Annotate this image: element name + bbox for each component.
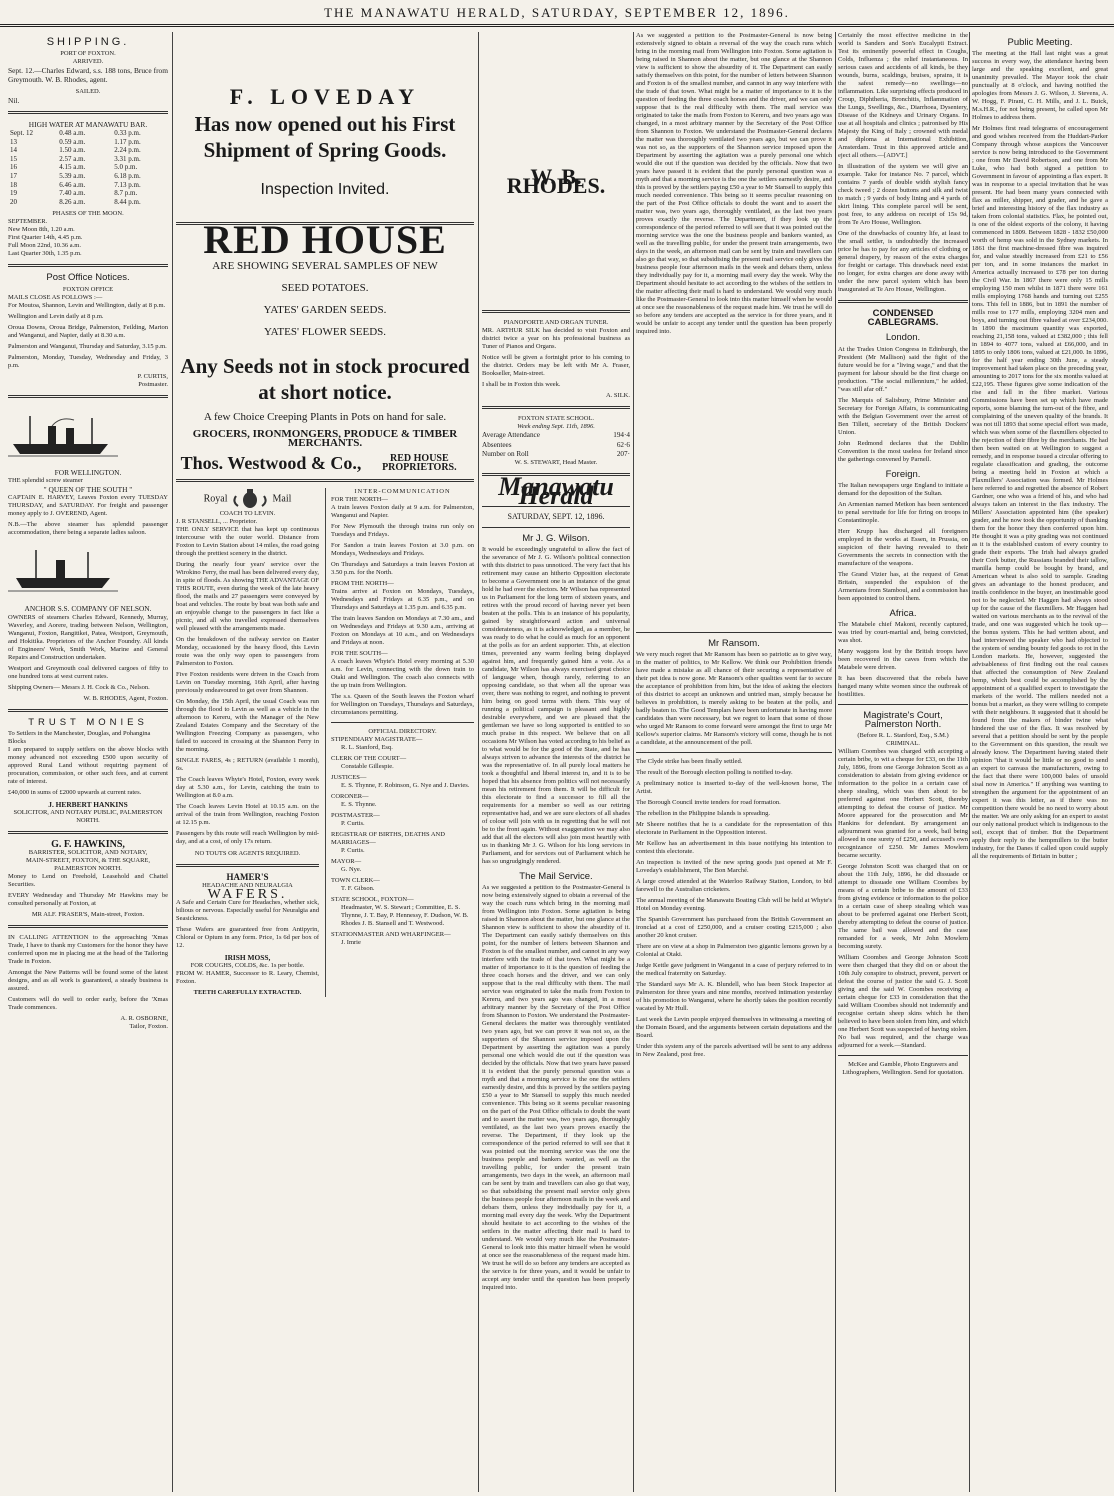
high-water-cell: 7.13 p.m. — [114, 180, 141, 189]
north-3: For Sandon a train leaves Foxton at 3.0 p.m. on Mondays, Wednesdays and Fridays. — [331, 541, 474, 557]
high-water-cell: 20 — [10, 197, 17, 206]
inter-communication — [325, 488, 474, 998]
directory-value: G. Nye. — [341, 865, 362, 873]
school-row: Average Attendance 194·4 — [482, 431, 630, 440]
mail-paragraphs — [176, 526, 319, 846]
divider — [8, 709, 168, 712]
divider — [482, 310, 630, 313]
post-office-sub: FOXTON OFFICE — [62, 285, 114, 293]
high-water-row — [8, 181, 168, 190]
school-week: Week ending Sept. 11th, 1896. — [517, 423, 595, 431]
high-water-title: HIGH WATER AT MANAWATU BAR. — [28, 119, 148, 129]
high-water-cell: 14 — [10, 146, 17, 155]
red-house-proprietors: RED HOUSE PROPRIETORS. — [382, 453, 457, 474]
loveday-line-3: Inspection Invited. — [260, 181, 390, 199]
osborne-text: IN CALLING ATTENTION to the approaching 'Xmas Trade, I have to thank my Customers for the honor they have conferred upon me in placing me at the head of the Tailoring Trade in Foxton. — [8, 934, 168, 966]
high-water-cell: 0.33 p.m. — [114, 129, 141, 138]
mail-paragraph: On Monday, the 15th April, the usual Coach was run through the flood to Levin as well as a vehicle in the afternoon to Kereru, with the Manager of the New Zealand Estates Company and the Secretary of the Wellington Freezing Company as passengers, who failed to succeed in crossing at the Shannon Ferry in the morning. — [176, 697, 319, 753]
steamer-name: " QUEEN OF THE SOUTH " — [43, 484, 133, 494]
london-head: London. — [885, 332, 921, 344]
hamer-sub: HEADACHE AND NEURALGIA — [202, 881, 293, 889]
hawkins-address: MAIN-STREET, FOXTON, & THE SQUARE, PALMERSTON NORTH. — [25, 857, 151, 873]
engravers-note: McKee and Gamble, Photo Engravers and Lithographers, Wellington. Send for quotation. — [842, 1061, 964, 1077]
moon-phase-line: Full Moon 22nd, 10.36 a.m. — [8, 242, 81, 250]
mail-paragraph: During the nearly four years' service over the Wirokino Ferry, the mail has been delivered every day, in spite of floods. As showing THE ADVANTAGE OF THIS ROUTE, even during the week of the late heavy flood, the mails and 27 passengers were conveyed by boat and vehicles. The route by boat was both safe and an enjoyable change to the passengers in fact like a picnic, and all who travelled expressed themselves well pleased with the arrangements made. — [176, 560, 319, 632]
column-1 — [8, 32, 168, 1492]
silk-text-2: Notice will be given a fortnight prior to his coming to the district. Orders may be left with Mr A. Fraser, Bookseller, Main-street. — [482, 354, 630, 378]
divider — [8, 395, 168, 398]
mail-paragraph: On the breakdown of the railway service on Easter Monday, occasioned by the heavy flood, this Levin route was the only way open to passengers from Palmerston to Foxton. — [176, 635, 319, 667]
london-2: The Marquis of Salisbury, Prime Minister and Secretary for Foreign Affairs, is communicating with the Belgian Government over the arrest of Ben Tillett, secretary of the British Dockers' Union. — [838, 396, 968, 436]
anchor-agent: W. B. RHODES, Agent, Foxton. — [83, 694, 168, 702]
mail-time-line: For Moutoa, Shannon, Levin and Wellington, daily at 8 p.m. — [8, 301, 166, 309]
directory-value: J. Imrie — [341, 938, 361, 946]
seeds-line-1: Any Seeds not in stock procured — [180, 353, 470, 378]
mail-time-line: Wellington and Levin daily at 8 p.m. — [8, 312, 104, 320]
moon-phase-line: First Quarter 14th, 4.45 p.m. — [8, 234, 83, 242]
anchor-text: OWNERS of steamers Charles Edward, Kennedy, Murray, Waverley, and Aorere, trading between Nelson, Wellington, Wanganui, Foxton, Rangitikei, Patea, Westport, Greymouth, and Hokitika. Proprietors of the Anchor Foundry. All kinds of Engineers' Work, Smith Work, Marine and General Repairs and Construction undertaken. — [8, 613, 168, 661]
high-water-row — [8, 163, 168, 172]
mail-time-line: Palmerston and Wanganui, Thursday and Saturday, 3.15 p.m. — [8, 342, 167, 350]
directory-heading: STATE SCHOOL, FOXTON— — [331, 895, 414, 903]
news-brief: There are on view at a shop in Palmerston two gigantic lemons grown by a Colonial at Otaki. — [636, 943, 832, 959]
high-water-cell: 5.39 a.m. — [59, 171, 86, 180]
coach-to-levin: COACH TO LEVIN. — [219, 509, 276, 517]
high-water-cell: 1.50 a.m. — [59, 146, 86, 155]
trade-line: GROCERS, IRONMONGERS, PRODUCE & TIMBER MERCHANTS. — [192, 427, 458, 450]
high-water-cell: 18 — [10, 180, 17, 189]
hamer-text: A Safe and Certain Cure for Headaches, whether sick, bilious or nervous. Especially useful for Neuralgia and Seasickness. — [176, 899, 319, 923]
royal-crest-icon — [230, 488, 270, 510]
news-brief: The result of the Borough election polling is notified to-day. — [636, 769, 793, 777]
mail-proprietor: J. R STANSELL, ... Proprietor. — [176, 517, 258, 525]
news-brief: The rebellion in the Philippine Islands is spreading. — [636, 810, 770, 818]
meeting-text-2: Mr Holmes first read telegrams of encouragement and good wishes received from the Huddart-Parker Company through whose auspices the Vancouver service is now being introduced to the Government ; one from Mr David Robertson, and one from Mr Luke, who had both signed a petition to Government in favour of appointing a flax expert. It was in response to a special invitation that he was present. He had been many years connected with flax as miller, shipper, and grader, and he gave a brief and interesting history of the flax industry as taken from colonial statistics. Flax, he pointed out, is one of the oldest exports of the colony, it having commenced in 1809. Between 1828 - 1832 £50,000 worth of hemp was sold in the Sydney markets. In 1861 the first machine-dressed fibre was inquired for, and value steadily increased from £21 to £56 per ton, and in some instances the market in America actually increased to £78 per ton during the Civil War. In 1867 there were only 15 mills employing 150 men whilst in 1871 there were 161 mills employing 1768 hands and turning out £255 tons. This fell in 1886, but in 1891 the number of mills rose to 177 mills, employing 3204 men and boys, and turning out fibre valued at over £234,000. In 1890 the maximum quantity was exported, reaching 21,158 tons, valued at £382,000 ; this fell in 1894 to 4077 tons, valued at £66,000, and in 1895 to only 1806 tons, valued at £21,000. In 1896, for the half year ending 30th June, a steady improvement had taken place on the preceding year, amounting to 2017 tons for the six months valued at £22,195. These figures give some indication of the rise and fall in the fibre market. Various Commissions have been set up which have made reports, some blaming the turn-out of the fibre, and complaining of the uneven quality of the brands. It was not till 1893 that some special effort was made, which was when some of the flaxmillers objected to the rejection of their fibre by the merchants. He had then been waited on at Wellington to suggest a remedy, and in response issued a circular offering to regulate classification and grading, the outcome being a meeting held in Foxton at which a Flaxmillers' Association was formed. Mr Holmes here referred to and regretted the absence of Robert Gardner, one who was a friend of his, and who had always taken an interest in the flax industry. The Millers' Association appointed him (the speaker) grader, and he now took the opportunity of thanking them for the honor they then conferred upon him. He thought it was a pity grading was not continued as it is the established custom of every country to grade their exports. The Irish had always graded their Cork butter, the Russians branded their tallow, manilla hemp could be bought by brand, and American wheat is also sold to sample. Grading gives an advantage to the honest producer, and instils confidence in the buyer, an inestimable good not to be neglected. Mr Haggen had always stood up for the cause of the flaxmillers. Mr Haggen had waited on various merchants as to the revival of the trade, and one was suggested which he took up—the bonus system. This he had written about, and had interviewed the speaker who had objected to the system of sending bounty fed goods to rot in the London markets. He, however, suggested the advisableness of first finding out the real causes that affected the consumption of New Zealand hemp, which best could be accomplished by the appointment of a qualified expert to investigate the markets of the world. The millers needed not a bonus but a market, as they were willing to compete with their neighbours. It suggested that it should be found from the makers of binder twine what hindered the use of the flax. It was resolved by several that a petition should be sent by the people to the Government on this question, the result we already know. The Department having stated their opinion "that it would be little or no good to send an expert to canvass the manufacturers, owing to the fact that there were 100,000 bales of unsold sisal now in America." If anything was wanting to strengthen the argument for the appointment of an expert it was this letter, as if there was no competition there would be no need to worry about the matter. We are only asking for an expert to assist our only national product which is indigenous to the soil, except that of timber. But the Department apply their reply to the hempmillers to the butter industry, for the Danes if called upon could supply all the requirements of Britain in butter ; — [972, 125, 1108, 861]
osborne-text-3: Customers will do well to order early, before the 'Xmas Trade commences. — [8, 996, 168, 1012]
divider — [482, 406, 630, 409]
moon-phase-line: Last Quarter 30th, 1.35 p.m. — [8, 250, 82, 258]
hawkins-text-2: EVERY Wednesday and Thursday Mr Hawkins may be consulted personally at Foxton, at — [8, 892, 168, 908]
column-rule — [633, 32, 634, 1492]
high-water-table — [8, 129, 168, 206]
news-brief: A large crowd attended at the Waterloo Railway Station, London, to bid farewell to the Australian cricketers. — [636, 878, 832, 894]
high-water-cell: 0.59 a.m. — [59, 137, 86, 146]
wilson-title: Mr J. G. Wilson. — [522, 532, 590, 544]
red-house-lines — [176, 255, 474, 343]
divider — [8, 264, 168, 267]
mail-service-title: The Mail Service. — [519, 870, 593, 882]
column-rule — [969, 32, 970, 1492]
arrived-label: ARRIVED. — [72, 58, 104, 66]
postmaster-name: P. CURTIS, — [137, 372, 168, 380]
africa-head: Africa. — [889, 607, 917, 619]
foreign-4: The Grand Vizier has, at the request of Great Britain, suspended the expulsion of the Armenians from Stamboul, and a commission has been appointed to control them. — [838, 570, 968, 602]
high-water-cell: 2.24 p.m. — [114, 146, 141, 155]
directory-value: Constable Gillespie. — [341, 762, 394, 770]
high-water-cell: 19 — [10, 189, 17, 198]
irish-moss: IRISH MOSS, — [224, 953, 271, 963]
mail-time-line: Palmerston, Monday, Tuesday, Wednesday and Friday, 3 p.m. — [8, 353, 168, 369]
high-water-row — [8, 138, 168, 147]
trust-sub: To Settlers in the Manchester, Douglas, and Pohangina Blocks — [8, 729, 151, 745]
meeting-text: The meeting at the Hall last night was a great success in every way, the attendance having been large and the speaking excellent, and great unanimity prevailed. The Mayor took the chair punctually at 8 o'clock, and having notified the apologies from Messrs J. G. Wilson, J. Stevens, A. W. Hogg, F. Pirani, C. H. Mills, and J. L. Buick, M.s.H.R., for not being present, he called upon Mr Holmes to address them. — [972, 50, 1108, 122]
high-water-cell: 13 — [10, 137, 17, 146]
no-touts: NO TOUTS OR AGENTS REQUIRED. — [194, 849, 301, 857]
hawkins-role: BARRISTER, SOLICITOR, AND NOTARY, — [28, 849, 148, 857]
loveday-line-1: Has now opened out his First — [194, 112, 456, 137]
africa-2: Many waggons lost by the British troops have been recovered in the caves from which the Matabele were driven. — [838, 648, 968, 672]
post-office-title: Post Office Notices. — [46, 272, 130, 284]
directory-value: P. Curtis. — [341, 819, 365, 827]
anchor-owners: Shipping Owners— Messrs J. H. Cock & Co., Nelson. — [8, 683, 150, 691]
divider — [176, 479, 474, 482]
trust-text-2: £40,000 in sums of £2000 upwards at current rates. — [8, 788, 142, 796]
column-5 — [838, 32, 968, 1492]
wilson-text: It would be exceedingly ungrateful to allow the fact of the severance of Mr J. G. Wilson's political connection with this district to pass unnoticed. The very fact that his retirement may cause an hitherto Opposition electorate to become a Government one is an instance of the great hold he had over the electors. Mr Wilson has represented us in Parliament for the long term of sixteen years, and retires with the proud record of having never yet been beaten at the polls. This is an instance of his popularity, gained by straightforward action and universal considerateness, as it is acknowledged, as a member, he was ready to do what he could as much for an opponent at the polls as for an ardent supporter. This, at election times, prevented any warm feeling being displayed against him, and frequently gained him a vote. As a candidate, Mr Wilson has always exercised great choice of language when, though rarely, referring to an opposing candidate, so that when all the uproar was over, there was nothing to regret, and nothing to prevent him being on good terms with them. This way of running a political campaign is pleasant and highly desirable everywhere, and we are pleased that the gentleman we have so long supported is entitled to so much praise in this respect. We believe that on all occasions Mr Wilson has voted according to his belief as to what would be for the good of the State, and he has always striven to advance the interests of the district he was the representative of. In all purely local matters he took a thoughtful and liberal interest in, and it is to be hoped that his absence from politics will not necessarily mean his retirement from them. It will be difficult for this electorate to find a successor to fill all the requirements for a member so well as our retiring representative had, and we are sure electors of all shades of colour will join with us in regretting that he will not be to the front again. Without exaggeration we may also add that all the electors will also join most heartily with us in thanking Mr J. G. Wilson for his long services in Parliament, and for services out of Parliament which he has so ungrudgingly rendered. — [482, 545, 630, 865]
court-before: (Before R. L. Stanford, Esq., S.M.) — [857, 732, 949, 740]
hawkins-text: Money to Lend on Freehold, Leasehold and Chattel Securities. — [8, 873, 168, 889]
parcel-text: In illustration of the system we will give an example. Take for instance No. 7 parcel, which contains 7 yards of double width stylish fancy check tweed ; 2 dozen buttons and silk and twist to match ; 9 yards of body lining and 4 yards of skirt lining. This complete parcel will be sent, post free, to any address on receipt of 15s 9d, from Te Aro House, Wellington. — [838, 163, 968, 226]
anchor-title: ANCHOR S.S. COMPANY OF NELSON. — [24, 604, 152, 614]
high-water-cell: 4.15 a.m. — [59, 163, 86, 172]
silk-title: PIANOFORTE AND ORGAN TUNER. — [503, 319, 609, 327]
divider — [838, 1055, 968, 1056]
cables-title: CONDENSED CABLEGRAMS. — [867, 308, 939, 329]
irish-moss-text: FOR COUGHS, COLDS, &c. 1s per bottle. — [190, 962, 305, 970]
high-water-cell: 0.48 a.m. — [59, 129, 86, 138]
directory-heading: JUSTICES— — [331, 773, 367, 781]
drapery-text: One of the drawbacks of country life, at least to the small settler, is undoubtedly the increased price he has to pay for any articles of clothing or general drapery, by reason of the extra charges for freight or cartage. This drawback need exist no longer, for extra charges are done away with under the new parcel system which has been inaugurated at Te Aro House, Wellington. — [838, 230, 968, 293]
moon-phases — [8, 218, 168, 258]
court-text: William Coombes was charged with accepting a certain bribe, to wit a cheque for £33, on the 11th July, 1896, from one George Johnston Scott as a consideration to abstain from giving evidence or information to the police in a certain case of sheep stealing, which was then about to be preferred against one Herbert Scott, thereby attempting to defeat the course of justice. Mr Moore appeared for the prosecution and Mr Hankins for defendant. By arrangement an adjournment was granted for a week, bail being allowed in one surety of £250, and accused's own recognizance of £250. Mr James Mowlem became security. — [838, 748, 968, 860]
hawkins-name: G. F. HAWKINS, — [51, 838, 125, 850]
eucalypti-text: Certainly the most effective medicine in the world is Sanders and Son's Eucalypti Extract. Test its eminently powerful effect in Coughs, Colds, Influenza ; the relief instantaneous. In serious cases and accidents of all kinds, be they wounds, burns, scaldings, bruises, sprains, it is the safest remedy—no swellings—no inflammation. Like surprising effects produced in Croup, Diphtheria, Bronchitis, Inflammation of the Lungs, Swellings, &c., Diarrhoea, Dysentery, Disease of the Kidneys and Urinary Organs. In use at all hospitals and clinics ; patronised by His Majesty the King of Italy ; crowned with medal and diploma at International Exhibition, Amsterdam. Trust in this approved article and eject all others.—[ADVT.] — [838, 32, 968, 159]
foreign-head: Foreign. — [885, 468, 921, 480]
mail-paragraph: Passengers by this route will reach Wellington by mid-day, and at a cost, of only 17s return. — [176, 829, 319, 845]
hawkins-text-3: MR ALF. FRASER'S, Main-street, Foxton. — [31, 911, 145, 919]
directory-heading: POSTMASTER— — [331, 811, 380, 819]
high-water-cell: 8.7 p.m. — [114, 189, 138, 198]
news-brief: A preliminary notice is inserted to-day of the well-known horse, The Artist. — [636, 780, 832, 796]
foreign-1: The Italian newspapers urge England to initiate a demand for the deposition of the Sultan. — [838, 481, 968, 497]
directory-heading: TOWN CLERK— — [331, 876, 380, 884]
shipping-title: SHIPPING. — [46, 36, 130, 48]
mail-paragraph: The Coach leaves Levin Hotel at 10.15 a.m. on the arrival of the train from Wellington, reaching Foxton at 12.15 p.m. — [176, 802, 319, 826]
postmaster-title: Postmaster. — [138, 380, 168, 388]
steamship-icon — [8, 548, 118, 594]
mail-label: Mail — [272, 492, 292, 504]
news-brief: Judge Kettle gave judgment in Wanganui in a case of perjury referred to in the medical fraternity on Saturday. — [636, 962, 832, 978]
high-water-cell: 17 — [10, 171, 17, 180]
from-north-2: The train leaves Sandon on Mondays at 7.30 am., and on Wednesdays and Fridays at 9.30 a.m., arriving at Foxton on Mondays at 10 a.m., and on Wednesdays and Fridays at noon. — [331, 614, 474, 646]
wafers-title: WAFERS. — [207, 886, 288, 902]
herald-date: SATURDAY, SEPT. 12, 1896. — [507, 512, 605, 522]
directory-heading: MAYOR— — [331, 857, 362, 865]
trust-text: I am prepared to supply settlers on the above blocks with money advanced not exceeding £500 upon security of approved Rural Land without requiring payment of procuration, commission, or other such fees, and at current rate of interest. — [8, 745, 168, 785]
news-briefs — [636, 758, 832, 1059]
inter-title: INTER-COMMUNICATION — [354, 487, 451, 495]
mail-service-text: As we suggested a petition to the Postmaster-General is now being extensively signed to obtain a reversal of the way the coach runs which bring in the morning mail from Wellington into Foxton. Some agitation is being raised in Shannon about the matter, but one glance at the Shannon view is sufficient to show the absurdity of it. The Department can easily satisfy themselves on this point, for the number of letters between Shannon and Foxton is of the smallest number, and cannot in any way interfere with the trade of that town. What might be a matter of importance to it is the question of feeding the three coach horses and the driver, and we can only suppose that is the real difficulty with them. The mail service was originated to take the mails from Foxton to Kereru, and two years ago was changed, in a most arbitrary manner by the Secretary of the Post Office from Shannon to Foxton. We understand the Postmaster-General declares the matter was thoroughly ventilated two years ago, but we can prove it was not so, as the supporters of the Shannon service imposed upon the Department by asserting the agitation was a purely personal one which would die out if the question was decided by the officials. Now that two years have passed it is evident that the purely personal question was a myth and that a morning service is the one the settlers earnestly desire, and this is proved by the settlers paying £50 a year to Mr Stansell to supply this much needed convenience. This being so it seems peculiar reasoning on the part of the Post Office officials to doubt the want and to assert the matter was, two years ago, thoroughly ventilated, as the last two years proves exactly the reverse. The Department, if they look up the correspondence of the period referred to will see that it was pointed out the morning service was the one the business people and bankers wanted, as well as the travelling public, for under the present train arrangements, two days in the week, an afternoon mail can be sent by train and travellers can also go that way, so that subsidising the present mail service only gives the business people four afternoon mails in the week and debars them, unless they individually pay for it, a morning mail every day the week. Why the Department should hesitate to act according to the wishes of the settlers in the matter affecting their mail is hard to understand. We would very much like the Postmaster-General to look into this matter himself when he would at once see the reasonableness of the request made him. We trust he will do so before any tenders are accepted as the service is for three years, and it would be unfair to accept any tender until the question has been properly inquired into. — [482, 884, 630, 1292]
column-rule — [835, 32, 836, 1492]
high-water-cell: 6.46 a.m. — [59, 180, 86, 189]
trust-monies-title: TRUST MONIES — [28, 716, 148, 728]
high-water-cell: 16 — [10, 163, 17, 172]
news-brief: The Spanish Government has purchased from the British Government an ironclad at a cost of £250,000, and a cruiser costing £215,000 ; also another 20 knot cruiser. — [636, 916, 832, 940]
high-water-cell: 6.18 p.m. — [114, 171, 141, 180]
high-water-cell: 7.40 a.m. — [59, 189, 86, 198]
osborne-name: A. R. OSBORNE, — [120, 1015, 168, 1023]
ransom-text: We very much regret that Mr Ransom has been so patriotic as to give way, in the matter of politics, to Mr Kellow. We think our Prohibition friends have made a mistake as all chance of their securing a representative of their pet idea is now gone. Mr Ransom's other qualities went far to secure the acceptance of prohibition from him, but the idea of asking the electors of this district to accept an unknown and untried man, simply because he believes in prohibition, is merely asking to be beaten at the polls, and badly beaten to. The Good Templars have been unfortunate in having more candidates than were necessary, but we regret to learn that some of those who urged Mr Ransom to come forward were amongst the first to urge Mr Kellow's superior claims. Mr Ransom's victory will come, though he is not a candidate, at the announcement of the poll. — [636, 651, 832, 747]
osborne-role: Tailor, Foxton. — [129, 1023, 168, 1031]
divider — [8, 831, 168, 834]
news-brief: The annual meeting of the Manawatu Boating Club will be held at Whyte's Hotel on Monday evening. — [636, 897, 832, 913]
directory-value: R. L. Stanford, Esq. — [341, 743, 393, 751]
royal-mail-ad — [176, 488, 319, 998]
high-water-cell: 5.0 p.m. — [114, 163, 138, 172]
divider — [176, 864, 319, 867]
anchor-text-2: Westport and Greymouth coal delivered cargoes of fifty to one hundred tons at west current rates. — [8, 664, 168, 680]
directory-heading: STATIONMASTER AND WHARFINGER— — [331, 930, 451, 938]
mail-paragraph: Five Foxton residents were driven in the Coach from Levin on Tuesday morning, 16th April, after having previously endeavoured to get over from Shannon. — [176, 670, 319, 694]
london-1: At the Trades Union Congress in Edinburgh, the President (Mr Mallison) said the fight of the future would be for a "living wage," and that the payment for labour should be the first charge on production. "The social millennium," he added, "was still afar off." — [838, 345, 968, 393]
column-2 — [176, 32, 474, 1492]
mail-paragraph: THE ONLY SERVICE that has kept up continuous intercourse with the outer world. Distance from Foxton to Levin Station about 14 miles, the road going through the prettiest scenery in the district. — [176, 525, 319, 557]
directory-value: E. S. Thynne. — [341, 800, 377, 808]
divider — [8, 111, 168, 114]
for-north: FOR THE NORTH— — [331, 495, 388, 503]
red-house-line: ARE SHOWING SEVERAL SAMPLES OF NEW — [212, 259, 438, 272]
high-water-cell: 3.31 p.m. — [114, 154, 141, 163]
news-brief: Mr Kellow has an advertisement in this issue notifying his intention to contest this electorate. — [636, 840, 832, 856]
from-north: FROM THE NORTH— — [331, 579, 394, 587]
red-house-line: YATES' FLOWER SEEDS. — [263, 325, 387, 338]
court-criminal: CRIMINAL. — [886, 740, 920, 748]
mail-time-line: Oroua Downs, Oroua Bridge, Palmerston, Feilding, Marton and Wanganui, and Napier, daily at 8.30 a.m. — [8, 323, 168, 339]
directory-value: T. F. Gibson. — [341, 884, 375, 892]
column-rule — [478, 32, 479, 1492]
school-sign: W. S. STEWART, Head Master. — [514, 459, 598, 467]
ransom-title: Mr Ransom. — [708, 638, 760, 649]
royal-label: Royal — [203, 492, 228, 504]
moon-title: PHASES OF THE MOON. — [52, 210, 124, 218]
high-water-cell: 8.44 p.m. — [114, 197, 141, 206]
directory-heading: CLERK OF THE COURT— — [331, 754, 407, 762]
school-title: FOXTON STATE SCHOOL. — [517, 415, 595, 423]
divider — [636, 632, 832, 633]
from-north-1: Trains arrive at Foxton on Mondays, Tuesdays, Wednesdays and Fridays at 6.35 p.m., and on Thursdays and Saturdays at 1.35 p.m. and 6.35 p.m. — [331, 587, 474, 611]
high-water-row — [8, 172, 168, 181]
osborne-text-2: Amongst the New Patterns will be found some of the latest designs, and as all work is guaranteed, a steady business is assured. — [8, 969, 168, 993]
news-brief: Under this system any of the parcels advertised will be sent to any address in New Zealand, post free. — [636, 1043, 832, 1059]
herald-nameplate: Manawatu Herald — [498, 472, 614, 511]
news-brief: The Standard says Mr A. K. Blundell, who has been Stock Inspector at Palmerston for three years and nine months, received intimation yesterday of his promotion to Wanganui, where he shortly takes the position recently vacated by Mr Hull. — [636, 981, 832, 1013]
high-water-row — [8, 129, 168, 138]
high-water-cell: 1.17 p.m. — [114, 137, 141, 146]
north-1: A train leaves Foxton daily at 9 a.m. for Palmerston, Wanganui and Napier. — [331, 503, 474, 519]
divider — [8, 925, 168, 928]
seeds-line-2: at short notice. — [258, 379, 392, 404]
high-water-row — [8, 189, 168, 198]
steamship-icon — [8, 412, 118, 458]
wellington-title: FOR WELLINGTON. — [54, 467, 122, 477]
high-water-cell: 2.57 a.m. — [59, 154, 86, 163]
westwood-firm: Thos. Westwood & Co., — [180, 452, 362, 473]
mail-times — [8, 302, 168, 370]
red-house-line: YATES' GARDEN SEEDS. — [263, 303, 387, 316]
court-text-3: William Coombes and George Johnston Scott were then charged that they did on or about the 10th July conspire to obstruct, prevent, pervert or defeat the course of justice the said G. J. Scott giving and the said W. Coombes receiving a certain cheque for £33 in consideration that the said William Coombes should not indemnify and recognise certain sheep skins which he then believed to have been stolen from him, and which one Herbert Scott was suspected of having stolen. No bail was required, and the charge was adjourned for a week.—Standard. — [838, 954, 968, 1050]
port-label: PORT OF FOXTON. — [60, 50, 116, 58]
high-water-cell: 15 — [10, 154, 17, 163]
moon-phase-line: SEPTEMBER. — [8, 218, 48, 226]
directory-value: E. S. Thynne, F. Robinson, G. Nye and J. Davies. — [341, 781, 470, 789]
column-3 — [482, 32, 630, 1492]
masthead: THE MANAWATU HERALD, SATURDAY, SEPTEMBER 12, 1896. — [0, 0, 1114, 27]
school-row: Absentees 62·6 — [482, 440, 630, 449]
foreign-2: An Armenian named Metkon has been sentenced to penal servitude for life for firing on troops in Constantinople. — [838, 500, 968, 524]
for-south: FOR THE SOUTH— — [331, 649, 388, 657]
teeth-line: TEETH CAREFULLY EXTRACTED. — [193, 989, 302, 997]
arrived-text: Sept. 12.—Charles Edward, s.s. 188 tons, Bruce from Greymouth. W. B. Rhodes, agent. — [8, 66, 168, 85]
hamer-text-2: These Wafers are guaranteed free from Antipyrin, Chloral or Opium in any form. Price, 1s 6d per box of 12. — [176, 926, 319, 950]
divider — [636, 752, 832, 753]
news-brief: Last week the Levin people enjoyed themselves in witnessing a meeting of the Domain Board, and the arguments between certain deputations and the Board. — [636, 1016, 832, 1040]
hankins-role: SOLICITOR, AND NOTARY PUBLIC, PALMERSTON NORTH. — [13, 808, 163, 824]
high-water-row — [8, 146, 168, 155]
high-water-row — [8, 155, 168, 164]
silk-text: MR. ARTHUR SILK has decided to visit Foxton and district twice a year on his professional business as Tuner of Pianos and Organs. — [482, 327, 630, 351]
column-6 — [972, 32, 1108, 1492]
high-water-cell: 8.26 a.m. — [59, 197, 86, 206]
wellington-text: CAPTAIN E. HARVEY, Leaves Foxton every TUESDAY THURSDAY, and SATURDAY. For freight and passenger money apply to J. OVEREND, Agent. — [8, 494, 168, 518]
moon-phase-line: New Moon 8th, 1.20 a.m. — [8, 226, 75, 234]
directory-title: OFFICIAL DIRECTORY. — [368, 727, 437, 735]
directory-heading: CORONER— — [331, 792, 369, 800]
north-4: On Thursdays and Saturdays a train leaves Foxton at 3.50 p.m. for the North. — [331, 560, 474, 576]
london-3: John Redmond declares that the Dublin Convention is the most useless for Ireland since the gatherings convened by Parnell. — [838, 439, 968, 463]
mail-service-continued: As we suggested a petition to the Postmaster-General is now being extensively signed to obtain a reversal of the way the coach runs which bring in the morning mail from Wellington into Foxton. Some agitation is being raised in Shannon about the matter, but one glance at the Shannon view is sufficient to show the absurdity of it. The Department can easily satisfy themselves on this point, for the number of letters between Shannon and Foxton is of the smallest number, and cannot in any way interfere with the trade of that town. What might be a matter of importance to it is the question of feeding the three coach horses and the driver, and we can only suppose that is the real difficulty with them. The mail service was originated to take the mails from Foxton to Kereru, and two years ago was changed, in a most arbitrary manner by the Secretary of the Post Office from Shannon to Foxton. We understand the Postmaster-General declares the matter was thoroughly ventilated two years ago, but we can prove it was not so, as the supporters of the Shannon service imposed upon the Department by asserting the agitation was a purely personal one which would die out if the question was decided by the officials. Now that two years have passed it is evident that the purely personal question was a myth and that a morning service is the one the settlers earnestly desire, and this is proved by the settlers paying £50 a year to Mr Stansell to supply this much needed convenience. This being so it seems peculiar reasoning on the part of the Post Office officials to doubt the want and to assert the matter was, two years ago, thoroughly ventilated, as the last two years proves exactly the reverse. The Department, if they look up the correspondence of the period referred to will see that it was pointed out the morning service was the one the business people and bankers wanted, as well as the travelling public, for under the present train arrangements, two days in the week, an afternoon mail can be sent by train and travellers can also go that way, so that subsidising the present mail service only gives the business people four afternoon mails in the week and debars them, unless they individually pay for it, a morning mail every day the week. Why the Department should hesitate to act according to the wishes of the settlers in the matter affecting their mail is hard to understand. We would very much like the Postmaster-General to look into this matter himself when he would at once see the reasonableness of the request made him. We trust he will do so before any tenders are accepted as the service is for three years, and it would be unfair to accept any tender until the question has been properly inquired into. — [636, 32, 832, 335]
mail-paragraph: SINGLE FARES, 4s ; RETURN (available 1 month), 6s. — [176, 756, 319, 772]
africa-3: It has been discovered that the rebels have hanged many white women since the outbreak of hostilities. — [838, 675, 968, 699]
wellington-line: THE splendid screw steamer — [8, 476, 83, 484]
loveday-line-2: Shipment of Spring Goods. — [203, 138, 447, 163]
hamer-from: FROM W. HAMER, Successor to R. Leary, Chemist, Foxton. — [176, 970, 319, 986]
sailed-text: Nil. — [8, 95, 20, 105]
red-house-title: RED HOUSE — [203, 217, 447, 263]
wellington-nb: N.B.—The above steamer has splendid passenger accommodation, there being a separate ladies saloon. — [8, 521, 168, 537]
silk-text-3: I shall be in Foxton this week. — [482, 381, 561, 389]
news-brief: The Borough Council invite tenders for road formation. — [636, 799, 781, 807]
directory-heading: REGISTRAR OF BIRTHS, DEATHS AND MARRIAGES— — [331, 830, 445, 846]
hamer-title: HAMER'S — [226, 871, 269, 882]
sailed-label: SAILED. — [75, 87, 101, 95]
school-row: Number on Roll 207· — [482, 449, 630, 458]
mail-paragraph: The Coach leaves Whyte's Hotel, Foxton, every week day at 5.30 a.m., for Levin, catching the train to Wellington at 8.0 a.m. — [176, 775, 319, 799]
directory-value: Headmaster, W. S. Stewart ; Committee, E. S. Thynne, J. T. Bay, P. Hennessy, F. Dudson, W. B. Rhodes J. B. Stansell and T. Westwood. — [341, 903, 469, 927]
south-2: The s.s. Queen of the South leaves the Foxton wharf for Wellington on Tuesdays, Thursdays and Saturdays, circumstances permitting. — [331, 692, 474, 716]
red-house-line: SEED POTATOES. — [281, 281, 369, 294]
news-brief: The Clyde strike has been finally settled. — [636, 758, 743, 766]
column-rule — [172, 32, 173, 1492]
silk-sign: A. SILK. — [605, 392, 630, 400]
plants-line: A few Choice Creeping Plants in Pots on hand for sale. — [203, 410, 447, 423]
mails-close-head: MAILS CLOSE AS FOLLOWS :— — [8, 293, 103, 301]
hankins-name: J. HERBERT HANKINS — [48, 799, 128, 809]
court-title: Magistrate's Court, Palmerston North. — [863, 710, 943, 731]
divider — [482, 527, 630, 528]
rhodes-ad: W. B. RHODES. — [506, 164, 606, 199]
high-water-row — [8, 198, 168, 207]
divider — [838, 704, 968, 705]
north-2: For New Plymouth the through trains run only on Tuesdays and Fridays. — [331, 522, 474, 538]
court-text-2: George Johnston Scott was charged that on or about the 11th July, 1896, he did dissuade or attempt to dissuade one William Coombes by means of a certain bribe to the amount of £33 from giving evidence or information to the police in a certain case of sheep stealing which was about to be preferred against one Herbert Scott, thereby attempting to defeat the course of justice. The same bail was allowed and the case remanded for a week, Mr John Mowlem becoming surety. — [838, 863, 968, 951]
directory-heading: STIPENDIARY MAGISTRATE— — [331, 735, 423, 743]
loveday-name: F. LOVEDAY — [229, 84, 421, 109]
column-4 — [636, 32, 832, 1492]
news-brief: An inspection is invited of the new spring goods just opened at Mr F. Loveday's establishment, The Bon Marché. — [636, 859, 832, 875]
divider — [331, 722, 474, 723]
south-1: A coach leaves Whyte's Hotel every morning at 5.30 a.m. for Levin, connecting with the down train to Otaki and Wellington. The coach also connects with the up train from Wellington. — [331, 657, 474, 689]
meeting-title: Public Meeting. — [1007, 37, 1073, 48]
directory-value: P. Curtis. — [341, 846, 365, 854]
directory-list — [331, 736, 474, 947]
africa-1: The Matabele chief Makoni, recently captured, was tried by court-martial and, being convicted, was shot. — [838, 621, 968, 645]
news-brief: Mr Sheere notifies that he is a candidate for the representation of this electorate in Parliament in the Opposition interest. — [636, 821, 832, 837]
foreign-3: Herr Krupp has discharged all foreigners employed in the works at Essen, in Prussia, on suspicion of their having revealed to their Governments the secrets in connection with the manufacture of the weapons. — [838, 527, 968, 567]
high-water-cell: Sept. 12 — [10, 129, 33, 138]
divider — [838, 300, 968, 303]
